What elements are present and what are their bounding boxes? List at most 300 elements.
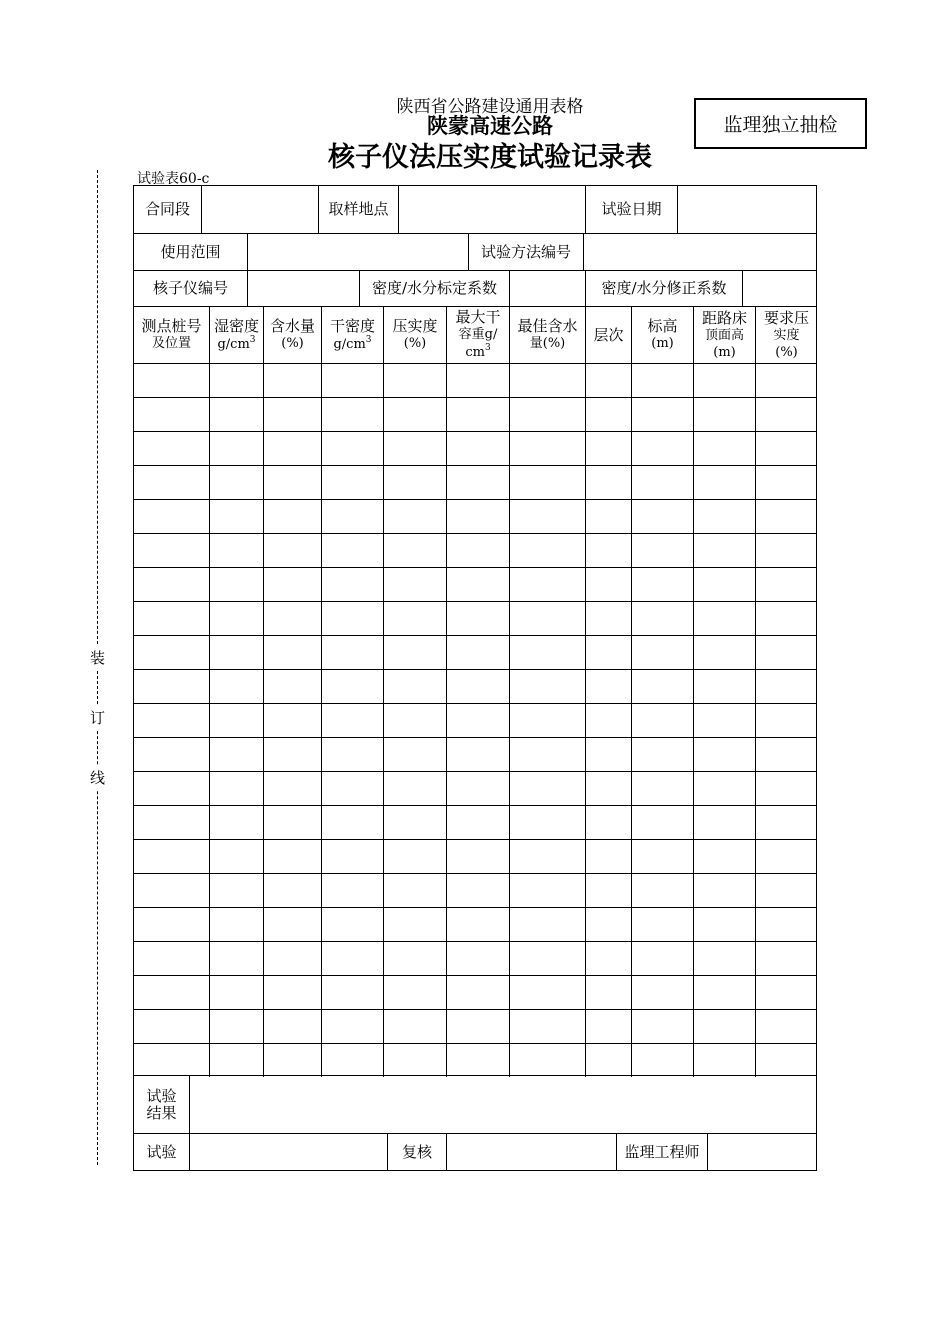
data-cell[interactable] bbox=[755, 431, 817, 465]
data-cell[interactable] bbox=[509, 567, 585, 601]
data-cell[interactable] bbox=[693, 465, 755, 499]
column-header-4 bbox=[321, 306, 383, 363]
data-cell[interactable] bbox=[446, 975, 509, 1009]
calib-label: 密度/水分标定系数 bbox=[359, 270, 509, 306]
data-cell[interactable] bbox=[446, 431, 509, 465]
data-cell[interactable] bbox=[133, 1043, 209, 1077]
column-header-line: 及位置 bbox=[151, 336, 191, 351]
column-header-line: (%) bbox=[403, 336, 427, 351]
data-cell[interactable] bbox=[321, 397, 383, 431]
data-cell[interactable] bbox=[755, 397, 817, 431]
data-cell[interactable] bbox=[631, 567, 693, 601]
data-cell[interactable] bbox=[263, 1043, 321, 1077]
data-cell[interactable] bbox=[383, 431, 446, 465]
data-cell[interactable] bbox=[383, 397, 446, 431]
data-cell[interactable] bbox=[209, 907, 263, 941]
data-cell[interactable] bbox=[321, 873, 383, 907]
data-cell[interactable] bbox=[133, 635, 209, 669]
column-header-line: 实度 bbox=[773, 327, 800, 343]
data-cell[interactable] bbox=[755, 499, 817, 533]
data-cell[interactable] bbox=[263, 567, 321, 601]
column-header-3 bbox=[263, 306, 321, 363]
data-cell[interactable] bbox=[693, 533, 755, 567]
data-cell[interactable] bbox=[509, 601, 585, 635]
data-cell[interactable] bbox=[446, 567, 509, 601]
data-cell[interactable] bbox=[209, 533, 263, 567]
data-cell[interactable] bbox=[383, 567, 446, 601]
data-cell[interactable] bbox=[321, 431, 383, 465]
data-cell[interactable] bbox=[133, 1009, 209, 1043]
corr-label: 密度/水分修正系数 bbox=[585, 270, 742, 306]
data-cell[interactable] bbox=[585, 601, 631, 635]
data-cell[interactable] bbox=[263, 465, 321, 499]
data-cell[interactable] bbox=[263, 669, 321, 703]
data-cell[interactable] bbox=[585, 431, 631, 465]
data-cell[interactable] bbox=[585, 465, 631, 499]
data-cell[interactable] bbox=[631, 873, 693, 907]
data-cell[interactable] bbox=[209, 839, 263, 873]
data-cell[interactable] bbox=[446, 635, 509, 669]
data-cell[interactable] bbox=[133, 567, 209, 601]
data-cell[interactable] bbox=[209, 1043, 263, 1077]
data-cell[interactable] bbox=[693, 669, 755, 703]
data-cell[interactable] bbox=[383, 465, 446, 499]
data-cell[interactable] bbox=[509, 839, 585, 873]
data-cell[interactable] bbox=[509, 907, 585, 941]
data-cell[interactable] bbox=[133, 465, 209, 499]
data-cell[interactable] bbox=[209, 601, 263, 635]
data-cell[interactable] bbox=[585, 533, 631, 567]
data-cell[interactable] bbox=[321, 907, 383, 941]
data-cell[interactable] bbox=[383, 873, 446, 907]
data-cell[interactable] bbox=[631, 363, 693, 397]
data-cell[interactable] bbox=[209, 873, 263, 907]
column-header-line: 标高 bbox=[647, 317, 678, 335]
data-cell[interactable] bbox=[133, 941, 209, 975]
data-cell[interactable] bbox=[509, 363, 585, 397]
data-cell[interactable] bbox=[755, 1043, 817, 1077]
data-cell[interactable] bbox=[509, 1009, 585, 1043]
data-cell[interactable] bbox=[383, 737, 446, 771]
inspection-badge bbox=[694, 98, 867, 149]
data-cell[interactable] bbox=[631, 907, 693, 941]
column-header-line: 要求压 bbox=[763, 308, 809, 327]
column-header-7 bbox=[509, 306, 585, 363]
data-cell[interactable] bbox=[755, 465, 817, 499]
data-cell[interactable] bbox=[755, 703, 817, 737]
data-cell[interactable] bbox=[263, 635, 321, 669]
data-cell[interactable] bbox=[509, 771, 585, 805]
data-cell[interactable] bbox=[263, 941, 321, 975]
badge-label: 监理独立抽检 bbox=[723, 114, 838, 136]
reviewer-label: 复核 bbox=[387, 1133, 446, 1171]
data-cell[interactable] bbox=[693, 941, 755, 975]
data-cell[interactable] bbox=[321, 805, 383, 839]
data-cell[interactable] bbox=[509, 431, 585, 465]
data-cell[interactable] bbox=[585, 703, 631, 737]
data-cell[interactable] bbox=[263, 737, 321, 771]
result-field[interactable] bbox=[189, 1075, 817, 1133]
data-cell[interactable] bbox=[509, 975, 585, 1009]
data-cell[interactable] bbox=[585, 907, 631, 941]
superscript: 3 bbox=[249, 334, 256, 345]
column-header-6 bbox=[446, 306, 509, 363]
data-cell[interactable] bbox=[693, 431, 755, 465]
date-field[interactable] bbox=[677, 185, 817, 233]
data-cell[interactable] bbox=[585, 1043, 631, 1077]
data-cell[interactable] bbox=[446, 669, 509, 703]
data-cell[interactable] bbox=[383, 533, 446, 567]
calib-field[interactable] bbox=[509, 270, 585, 306]
column-header-11 bbox=[755, 306, 817, 363]
superscript: 3 bbox=[484, 343, 491, 353]
data-cell[interactable] bbox=[585, 771, 631, 805]
data-cell[interactable] bbox=[509, 397, 585, 431]
data-cell[interactable] bbox=[509, 737, 585, 771]
data-cell[interactable] bbox=[383, 907, 446, 941]
data-cell[interactable] bbox=[133, 805, 209, 839]
data-cell[interactable] bbox=[755, 533, 817, 567]
binding-char-xian: 线 bbox=[90, 765, 105, 790]
data-cell[interactable] bbox=[209, 431, 263, 465]
column-header-line: 距路床 bbox=[701, 308, 747, 327]
data-cell[interactable] bbox=[383, 601, 446, 635]
data-cell[interactable] bbox=[693, 601, 755, 635]
data-cell[interactable] bbox=[133, 703, 209, 737]
column-header-line: 最大干 bbox=[455, 308, 501, 326]
data-cell[interactable] bbox=[263, 397, 321, 431]
data-cell[interactable] bbox=[383, 703, 446, 737]
data-cell[interactable] bbox=[321, 737, 383, 771]
data-cell[interactable] bbox=[509, 465, 585, 499]
data-cell[interactable] bbox=[631, 771, 693, 805]
form-number: 试验表60-c bbox=[137, 171, 210, 187]
data-cell[interactable] bbox=[631, 941, 693, 975]
data-cell[interactable] bbox=[631, 635, 693, 669]
data-cell[interactable] bbox=[133, 907, 209, 941]
data-cell[interactable] bbox=[509, 1043, 585, 1077]
data-cell[interactable] bbox=[263, 771, 321, 805]
data-cell[interactable] bbox=[209, 363, 263, 397]
data-cell[interactable] bbox=[321, 499, 383, 533]
data-cell[interactable] bbox=[693, 805, 755, 839]
data-cell[interactable] bbox=[209, 805, 263, 839]
data-cell[interactable] bbox=[585, 635, 631, 669]
scope-label: 使用范围 bbox=[133, 233, 247, 270]
data-cell[interactable] bbox=[321, 1043, 383, 1077]
column-header-line: 顶面高 bbox=[704, 327, 744, 343]
column-header-line: (%) bbox=[281, 336, 304, 351]
form-subtitle: 陕西省公路建设通用表格 bbox=[396, 97, 584, 117]
data-cell[interactable] bbox=[383, 975, 446, 1009]
data-cell[interactable] bbox=[321, 533, 383, 567]
column-header-9 bbox=[631, 306, 693, 363]
data-cell[interactable] bbox=[383, 1009, 446, 1043]
column-header-line: 湿密度 bbox=[213, 316, 259, 335]
column-header-line: g/cm bbox=[217, 336, 250, 352]
data-cell[interactable] bbox=[631, 397, 693, 431]
data-cell[interactable] bbox=[263, 805, 321, 839]
data-cell[interactable] bbox=[509, 941, 585, 975]
data-cell[interactable] bbox=[133, 533, 209, 567]
data-cell[interactable] bbox=[383, 941, 446, 975]
form-title: 核子仪法压实度试验记录表 bbox=[328, 142, 652, 173]
data-cell[interactable] bbox=[631, 669, 693, 703]
data-cell[interactable] bbox=[133, 669, 209, 703]
data-cell[interactable] bbox=[585, 805, 631, 839]
data-cell[interactable] bbox=[693, 499, 755, 533]
data-cell[interactable] bbox=[446, 397, 509, 431]
data-cell[interactable] bbox=[321, 975, 383, 1009]
data-cell[interactable] bbox=[693, 1009, 755, 1043]
device-field[interactable] bbox=[247, 270, 359, 306]
column-header-line: 层次 bbox=[593, 325, 624, 344]
data-cell[interactable] bbox=[321, 771, 383, 805]
method-label: 试验方法编号 bbox=[468, 233, 583, 270]
data-cell[interactable] bbox=[693, 839, 755, 873]
data-cell[interactable] bbox=[133, 771, 209, 805]
data-cell[interactable] bbox=[321, 465, 383, 499]
data-cell[interactable] bbox=[263, 873, 321, 907]
data-cell[interactable] bbox=[133, 601, 209, 635]
data-cell[interactable] bbox=[755, 363, 817, 397]
data-cell[interactable] bbox=[631, 975, 693, 1009]
supervisor-label: 监理工程师 bbox=[616, 1133, 707, 1171]
project-name: 陕蒙高速公路 bbox=[427, 114, 553, 138]
tester-field[interactable] bbox=[189, 1133, 387, 1171]
column-header-line: 容重g/ bbox=[458, 327, 498, 342]
data-cell[interactable] bbox=[755, 1009, 817, 1043]
data-cell[interactable] bbox=[631, 465, 693, 499]
data-cell[interactable] bbox=[263, 533, 321, 567]
column-header-line: (m) bbox=[713, 344, 736, 360]
binding-char-ding: 订 bbox=[90, 705, 105, 730]
data-cell[interactable] bbox=[755, 737, 817, 771]
data-cell[interactable] bbox=[446, 941, 509, 975]
data-cell[interactable] bbox=[693, 397, 755, 431]
data-cell[interactable] bbox=[133, 873, 209, 907]
sampling-label: 取样地点 bbox=[318, 185, 398, 233]
data-cell[interactable] bbox=[755, 567, 817, 601]
data-cell[interactable] bbox=[321, 703, 383, 737]
data-cell[interactable] bbox=[585, 397, 631, 431]
data-cell[interactable] bbox=[585, 873, 631, 907]
data-cell[interactable] bbox=[209, 567, 263, 601]
data-cell[interactable] bbox=[693, 1043, 755, 1077]
data-cell[interactable] bbox=[755, 771, 817, 805]
data-cell[interactable] bbox=[509, 873, 585, 907]
column-header-10 bbox=[693, 306, 755, 363]
data-cell[interactable] bbox=[263, 499, 321, 533]
data-cell[interactable] bbox=[755, 839, 817, 873]
data-cell[interactable] bbox=[631, 1009, 693, 1043]
data-cell[interactable] bbox=[446, 1009, 509, 1043]
column-header-line: (m) bbox=[651, 336, 674, 351]
data-cell[interactable] bbox=[631, 1043, 693, 1077]
data-cell[interactable] bbox=[755, 601, 817, 635]
data-cell[interactable] bbox=[209, 397, 263, 431]
data-cell[interactable] bbox=[509, 635, 585, 669]
data-cell[interactable] bbox=[446, 703, 509, 737]
data-cell[interactable] bbox=[446, 873, 509, 907]
data-cell[interactable] bbox=[585, 839, 631, 873]
data-cell[interactable] bbox=[133, 363, 209, 397]
reviewer-field[interactable] bbox=[446, 1133, 616, 1171]
data-cell[interactable] bbox=[321, 839, 383, 873]
data-cell[interactable] bbox=[263, 839, 321, 873]
device-label: 核子仪编号 bbox=[133, 270, 247, 306]
data-cell[interactable] bbox=[209, 737, 263, 771]
column-header-line: 压实度 bbox=[392, 317, 438, 335]
data-cell[interactable] bbox=[133, 397, 209, 431]
data-cell[interactable] bbox=[209, 703, 263, 737]
record-table bbox=[133, 185, 817, 1171]
data-cell[interactable] bbox=[263, 1009, 321, 1043]
data-cell[interactable] bbox=[263, 703, 321, 737]
data-cell[interactable] bbox=[321, 1009, 383, 1043]
data-cell[interactable] bbox=[209, 771, 263, 805]
data-cell[interactable] bbox=[585, 669, 631, 703]
data-cell[interactable] bbox=[693, 737, 755, 771]
data-cell[interactable] bbox=[209, 669, 263, 703]
data-cell[interactable] bbox=[209, 499, 263, 533]
data-cell[interactable] bbox=[446, 737, 509, 771]
data-cell[interactable] bbox=[631, 431, 693, 465]
data-cell[interactable] bbox=[631, 499, 693, 533]
data-cell[interactable] bbox=[631, 533, 693, 567]
contract-field[interactable] bbox=[201, 185, 318, 233]
column-header-line: 量(%) bbox=[529, 336, 566, 351]
data-cell[interactable] bbox=[509, 533, 585, 567]
data-cell[interactable] bbox=[693, 975, 755, 1009]
tester-label: 试验 bbox=[133, 1133, 189, 1171]
data-cell[interactable] bbox=[383, 1043, 446, 1077]
data-cell[interactable] bbox=[693, 567, 755, 601]
column-header-2 bbox=[209, 306, 263, 363]
data-cell[interactable] bbox=[133, 499, 209, 533]
column-header-line: (%) bbox=[775, 344, 798, 360]
data-cell[interactable] bbox=[693, 703, 755, 737]
data-cell[interactable] bbox=[263, 431, 321, 465]
data-cell[interactable] bbox=[509, 703, 585, 737]
data-cell[interactable] bbox=[321, 669, 383, 703]
data-cell[interactable] bbox=[631, 805, 693, 839]
data-cell[interactable] bbox=[263, 363, 321, 397]
data-cell[interactable] bbox=[209, 465, 263, 499]
data-cell[interactable] bbox=[446, 1043, 509, 1077]
data-cell[interactable] bbox=[755, 873, 817, 907]
data-cell[interactable] bbox=[446, 533, 509, 567]
data-cell[interactable] bbox=[585, 567, 631, 601]
scope-field[interactable] bbox=[247, 233, 468, 270]
data-cell[interactable] bbox=[585, 975, 631, 1009]
data-cell[interactable] bbox=[693, 907, 755, 941]
data-cell[interactable] bbox=[446, 499, 509, 533]
data-cell[interactable] bbox=[693, 873, 755, 907]
data-cell[interactable] bbox=[383, 771, 446, 805]
data-cell[interactable] bbox=[585, 499, 631, 533]
data-cell[interactable] bbox=[693, 635, 755, 669]
data-cell[interactable] bbox=[446, 601, 509, 635]
data-cell[interactable] bbox=[631, 601, 693, 635]
column-header-5 bbox=[383, 306, 446, 363]
data-cell[interactable] bbox=[263, 975, 321, 1009]
data-cell[interactable] bbox=[133, 839, 209, 873]
data-cell[interactable] bbox=[755, 975, 817, 1009]
data-cell[interactable] bbox=[383, 805, 446, 839]
data-cell[interactable] bbox=[446, 805, 509, 839]
data-cell[interactable] bbox=[263, 601, 321, 635]
data-cell[interactable] bbox=[693, 363, 755, 397]
data-cell[interactable] bbox=[133, 431, 209, 465]
data-cell[interactable] bbox=[693, 771, 755, 805]
column-header-line: 干密度 bbox=[329, 316, 375, 335]
binding-char-zhuang: 装 bbox=[90, 645, 105, 670]
data-cell[interactable] bbox=[509, 499, 585, 533]
data-cell[interactable] bbox=[631, 703, 693, 737]
column-header-1 bbox=[133, 306, 209, 363]
data-cell[interactable] bbox=[321, 601, 383, 635]
data-cell[interactable] bbox=[383, 499, 446, 533]
data-cell[interactable] bbox=[383, 635, 446, 669]
column-header-line: 含水量 bbox=[269, 317, 315, 335]
data-cell[interactable] bbox=[585, 363, 631, 397]
data-cell[interactable] bbox=[755, 805, 817, 839]
data-cell[interactable] bbox=[509, 805, 585, 839]
data-cell[interactable] bbox=[133, 975, 209, 1009]
data-cell[interactable] bbox=[446, 771, 509, 805]
data-cell[interactable] bbox=[755, 669, 817, 703]
sampling-field[interactable] bbox=[398, 185, 585, 233]
data-cell[interactable] bbox=[585, 1009, 631, 1043]
data-cell[interactable] bbox=[321, 567, 383, 601]
method-field[interactable] bbox=[583, 233, 817, 270]
data-cell[interactable] bbox=[509, 669, 585, 703]
data-cell[interactable] bbox=[321, 363, 383, 397]
data-cell[interactable] bbox=[446, 465, 509, 499]
data-cell[interactable] bbox=[446, 363, 509, 397]
data-cell[interactable] bbox=[133, 737, 209, 771]
contract-label: 合同段 bbox=[133, 185, 201, 233]
data-cell[interactable] bbox=[209, 975, 263, 1009]
data-cell[interactable] bbox=[631, 737, 693, 771]
supervisor-field[interactable] bbox=[707, 1133, 817, 1171]
column-header-line: 测点桩号 bbox=[141, 317, 202, 335]
data-cell[interactable] bbox=[755, 635, 817, 669]
data-cell[interactable] bbox=[383, 839, 446, 873]
data-cell[interactable] bbox=[446, 839, 509, 873]
data-cell[interactable] bbox=[446, 907, 509, 941]
data-cell[interactable] bbox=[755, 941, 817, 975]
data-cell[interactable] bbox=[585, 737, 631, 771]
data-cell[interactable] bbox=[585, 941, 631, 975]
column-header-line: g/cm bbox=[333, 336, 366, 352]
data-cell[interactable] bbox=[383, 669, 446, 703]
data-cell[interactable] bbox=[263, 907, 321, 941]
data-cell[interactable] bbox=[209, 1009, 263, 1043]
data-cell[interactable] bbox=[383, 363, 446, 397]
data-cell[interactable] bbox=[321, 941, 383, 975]
data-cell[interactable] bbox=[631, 839, 693, 873]
corr-field[interactable] bbox=[742, 270, 817, 306]
column-header-line: 最佳含水 bbox=[517, 317, 578, 335]
data-cell[interactable] bbox=[209, 941, 263, 975]
data-cell[interactable] bbox=[321, 635, 383, 669]
date-label: 试验日期 bbox=[585, 185, 677, 233]
data-cell[interactable] bbox=[755, 907, 817, 941]
data-cell[interactable] bbox=[209, 635, 263, 669]
column-header-8 bbox=[585, 306, 631, 363]
